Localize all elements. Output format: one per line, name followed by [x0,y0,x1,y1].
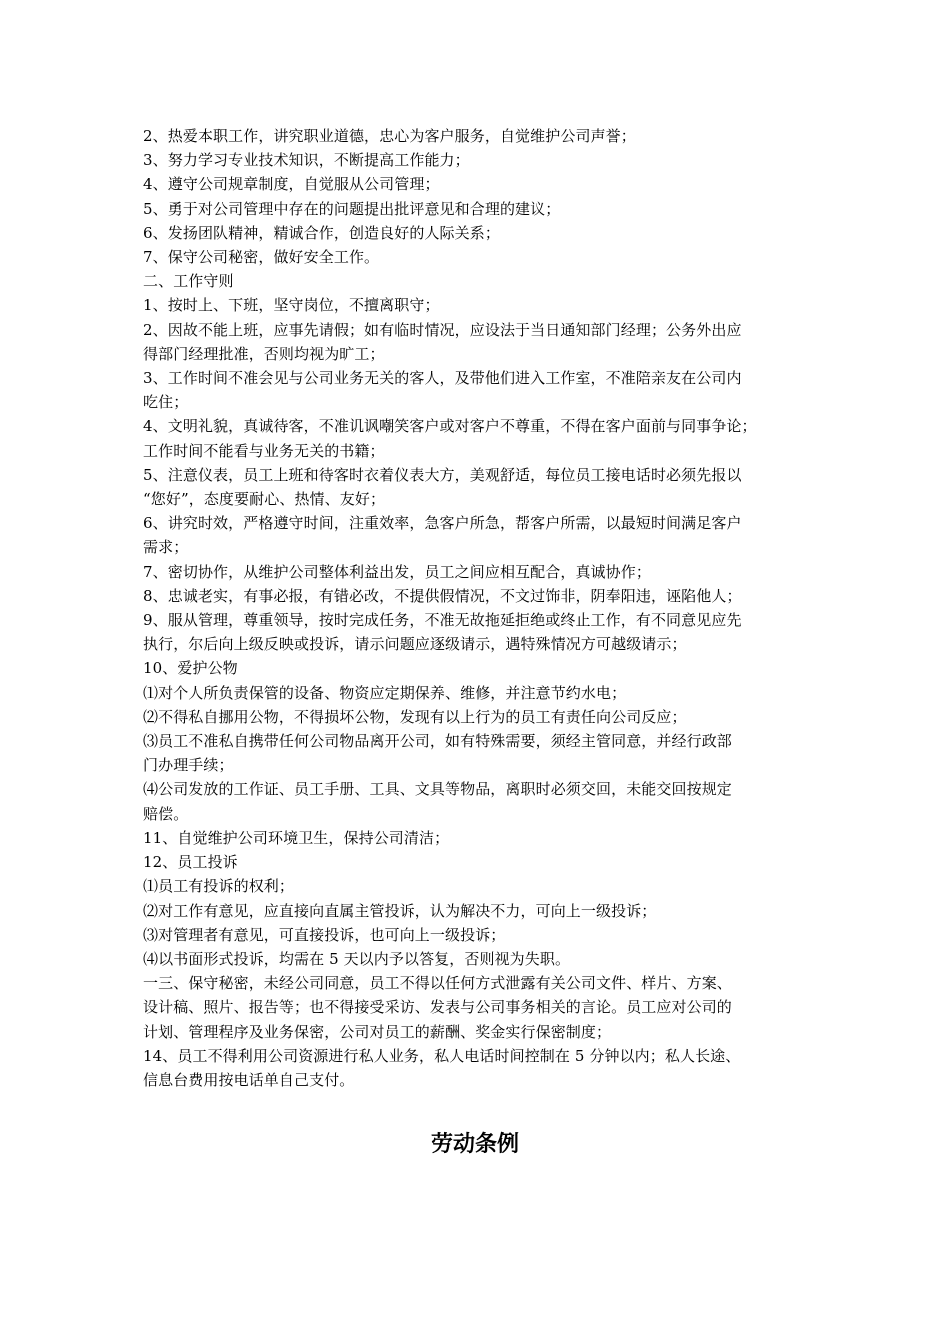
text-line: 6、讲究时效，严格遵守时间，注重效率，急客户所急，帮客户所需，以最短时间满足客户 [143,514,742,533]
text-line: 12、员工投诉 [143,853,238,872]
text-line: 执行，尔后向上级反映或投诉，请示问题应逐级请示，遇特殊情况方可越级请示； [143,635,687,654]
text-line: 4、文明礼貌，真诚待客，不准讥讽嘲笑客户或对客户不尊重，不得在客户面前与同事争论； [143,417,757,436]
text-line: 14、员工不得利用公司资源进行私人业务，私人电话时间控制在 5 分钟以内；私人长途、 [143,1046,741,1065]
text-line: “您好”，态度要耐心、热情、友好； [143,490,386,509]
text-line: 吃住； [143,393,189,412]
text-line: ⑵不得私自挪用公物，不得损坏公物，发现有以上行为的员工有责任向公司反应； [143,707,687,726]
text-line: 5、注意仪表，员工上班和待客时衣着仪表大方，美观舒适，每位员工接电话时必须先报以 [143,465,742,484]
text-line: ⑶对管理者有意见，可直接投诉，也可向上一级投诉； [143,925,506,944]
text-line: ⑴员工有投诉的权利； [143,877,295,896]
text-line: ⑵对工作有意见，应直接向直属主管投诉，认为解决不力，可向上一级投诉； [143,901,657,920]
section-heading: 二、工作守则 [143,272,234,291]
text-line: ⑷以书面形式投诉，均需在 5 天以内予以答复，否则视为失职。 [143,949,571,968]
text-line: 10、爱护公物 [143,659,238,678]
text-line: 2、因故不能上班，应事先请假；如有临时情况，应设法于当日通知部门经理；公务外出应 [143,320,742,339]
text-line: ⑷公司发放的工作证、员工手册、工具、文具等物品，离职时必须交回，未能交回按规定 [143,780,732,799]
text-line: 得部门经理批准，否则均视为旷工； [143,344,385,363]
document-body [143,124,811,1092]
text-line: ⑶员工不准私自携带任何公司物品离开公司，如有特殊需要，须经主管同意，并经行政部 [143,732,732,751]
document-heading: 劳动条例 [430,1132,519,1157]
text-line: 8、忠诚老实，有事必报，有错必改，不提供假情况，不文过饰非，阴奉阳违，诬陷他人； [143,586,742,605]
text-line: 设计稿、照片、报告等；也不得接受采访、发表与公司事务相关的言论。员工应对公司的 [143,998,732,1017]
text-line: 2、热爱本职工作，讲究职业道德，忠心为客户服务，自觉维护公司声誉； [143,127,636,145]
text-line: 9、服从管理，尊重领导，按时完成任务，不准无故拖延拒绝或终止工作，有不同意见应先 [143,611,742,630]
text-line: 11、自觉维护公司环境卫生，保持公司清洁； [143,828,450,847]
text-line: ⑴对个人所负责保管的设备、物资应定期保养、维修，并注意节约水电； [143,683,627,702]
text-line: 6、发扬团队精神，精诚合作，创造良好的人际关系； [143,223,500,242]
text-line: 5、勇于对公司管理中存在的问题提出批评意见和合理的建议； [143,199,561,218]
text-line: 7、密切协作，从维护公司整体利益出发，员工之间应相互配合，真诚协作； [143,562,651,581]
text-line: 门办理手续； [143,756,234,775]
text-line: 一三、保守秘密，未经公司同意，员工不得以任何方式泄露有关公司文件、样片、方案、 [143,974,732,993]
text-line: 信息台费用按电话单自己支付。 [143,1070,355,1089]
text-line: 3、工作时间不准会见与公司业务无关的客人，及带他们进入工作室，不准陪亲友在公司内 [143,369,742,388]
text-line: 3、努力学习专业技术知识，不断提高工作能力； [143,151,470,170]
text-line: 7、保守公司秘密，做好安全工作。 [143,248,380,267]
text-line: 需求； [143,538,189,557]
text-line: 工作时间不能看与业务无关的书籍； [143,441,385,460]
text-line: 计划、管理程序及业务保密，公司对员工的薪酬、奖金实行保密制度； [143,1022,612,1041]
text-line: 赔偿。 [143,804,189,823]
text-line: 4、遵守公司规章制度，自觉服从公司管理； [143,175,440,194]
text-line: 1、按时上、下班，坚守岗位，不擅离职守； [143,296,440,315]
